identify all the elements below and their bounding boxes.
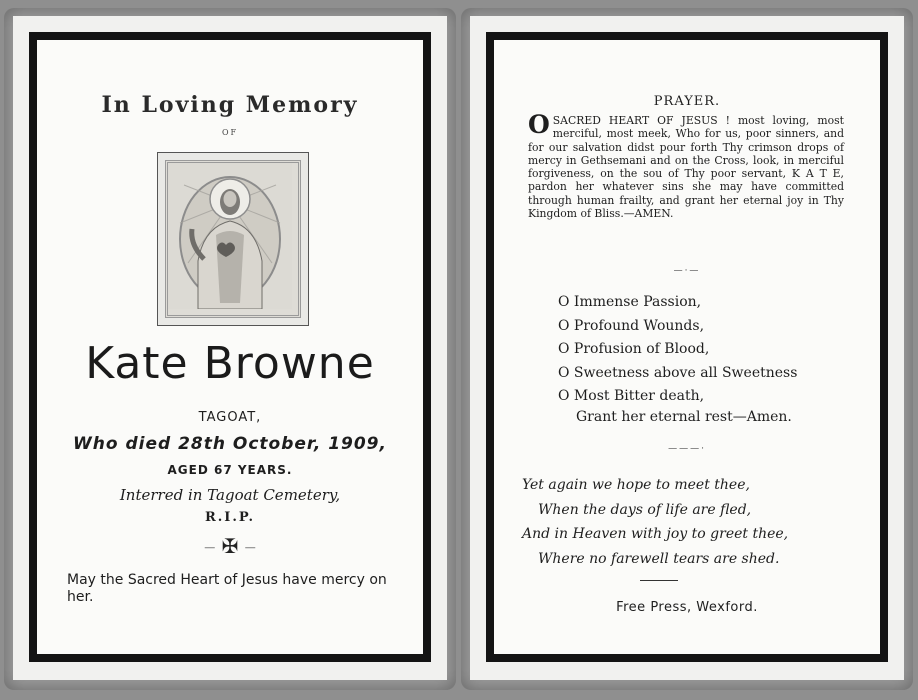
right-card bbox=[461, 8, 913, 690]
rip-label: R.I.P. bbox=[204, 510, 256, 525]
verse-block bbox=[522, 473, 842, 571]
of-label: OF bbox=[221, 128, 239, 137]
interred-label: Interred in Tagoat Cemetery, bbox=[119, 486, 341, 504]
divider-rule bbox=[640, 580, 678, 581]
death-date: Who died 28th October, 1909, bbox=[73, 434, 387, 454]
invocation-line: O Most Bitter death, bbox=[558, 388, 705, 404]
left-card bbox=[4, 8, 456, 690]
invocation-list bbox=[558, 291, 797, 409]
mercy-prayer: May the Sacred Heart of Jesus have mercy on her. bbox=[67, 572, 387, 605]
place-label: TAGOAT, bbox=[198, 410, 262, 425]
invocation-line: O Profusion of Blood, bbox=[558, 341, 710, 357]
invocation-line: O Immense Passion, bbox=[558, 294, 702, 310]
prayer-drop-cap: O bbox=[528, 110, 550, 139]
prayer-text: SACRED HEART OF JESUS ! most loving, most merciful, most meek, Who for us, poor sinners, and for our salvation didst pour forth Thy crimson drops of mercy in Gethsemani and on the Cross, look, in merciful forgiveness, on the sou of Thy poor servant, K A T E, pardon her whatever sins she may have committed through human frailty, and grant her eternal joy in Thy Kingdom of Bliss.—AMEN. bbox=[528, 114, 844, 221]
divider-ornament-2: ———· bbox=[668, 444, 706, 454]
deceased-name: Kate Browne bbox=[85, 338, 375, 389]
memory-title: In Loving Memory bbox=[101, 92, 359, 118]
prayer-text-block bbox=[528, 110, 844, 221]
right-card-paper bbox=[470, 16, 904, 680]
left-card-mourning-border bbox=[29, 32, 431, 662]
verse-line: Yet again we hope to meet thee, bbox=[522, 477, 750, 493]
divider-ornament-1: —·— bbox=[673, 266, 701, 276]
printer-credit: Free Press, Wexford. bbox=[616, 600, 758, 615]
sacred-heart-image-icon bbox=[168, 163, 292, 309]
right-card-mourning-border bbox=[486, 32, 888, 662]
left-card-paper bbox=[13, 16, 447, 680]
invocation-line: O Sweetness above all Sweetness bbox=[558, 364, 798, 381]
prayer-title: PRAYER. bbox=[653, 94, 721, 109]
verse-line: When the days of life are fled, bbox=[538, 501, 752, 518]
grant-rest-line: Grant her eternal rest—Amen. bbox=[576, 409, 792, 425]
invocation-line: O Profound Wounds, bbox=[558, 317, 705, 334]
cross-icon: — ✠ — bbox=[204, 534, 256, 558]
verse-line: And in Heaven with joy to greet thee, bbox=[522, 526, 789, 542]
sacred-heart-portrait bbox=[157, 152, 309, 326]
verse-line: Where no farewell tears are shed. bbox=[538, 550, 780, 567]
age-label: AGED 67 YEARS. bbox=[167, 463, 293, 477]
